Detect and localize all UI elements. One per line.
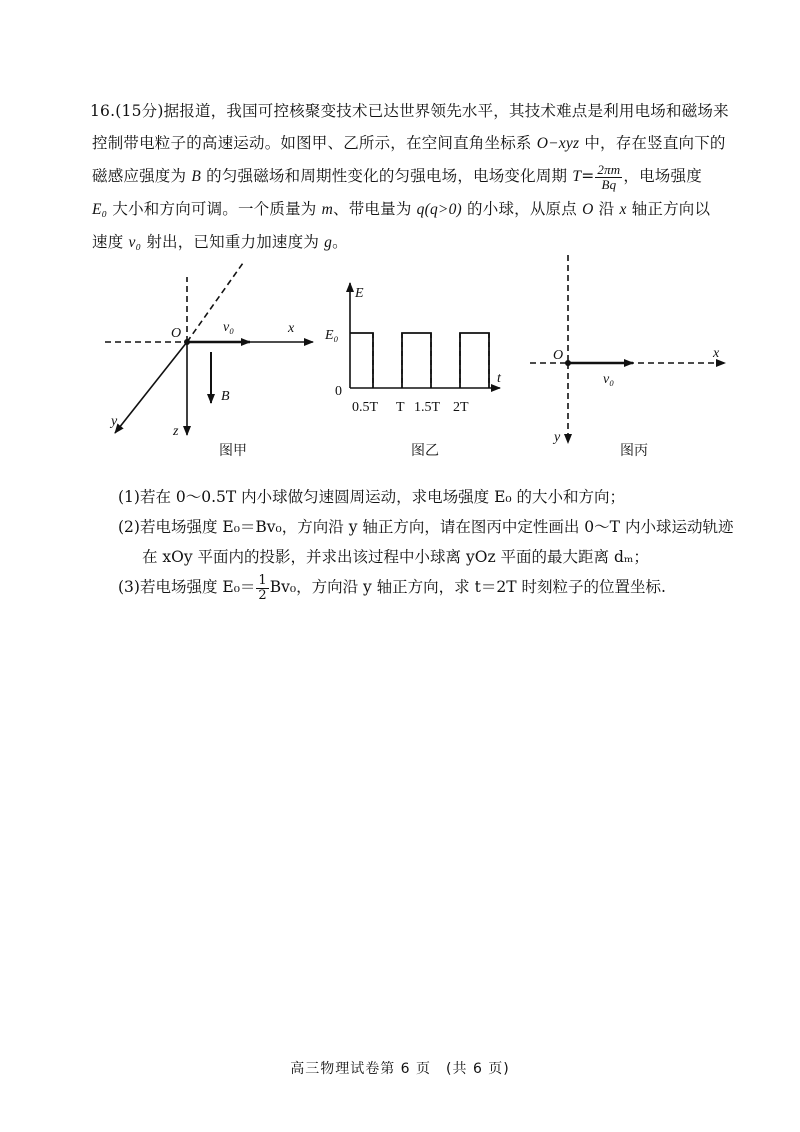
- fraction-denominator: Bq: [601, 176, 617, 192]
- figure-yi: [324, 283, 502, 459]
- symbol-x: x: [619, 201, 627, 218]
- tick-0.5T: 0.5T: [352, 400, 379, 415]
- label-O: O: [171, 326, 182, 341]
- problem-text-1: 据报道，我国可控核聚变技术已达世界领先水平，其技术难点是利用电场和磁场来: [163, 102, 729, 120]
- question-3-fraction: [256, 574, 268, 603]
- origin-point: [184, 339, 190, 345]
- problem-text-4d: 沿: [593, 200, 620, 218]
- period-fraction: [595, 163, 622, 192]
- problem-text-5c: 。: [332, 233, 348, 251]
- bing-label-v0: v₀: [603, 372, 615, 387]
- symbol-v0: v₀: [128, 234, 142, 251]
- problem-text-3c: ，电场强度: [623, 167, 702, 185]
- problem-text-4b: 、带电量为: [333, 200, 417, 218]
- question-2-line-2: 在 xOy 平面内的投影，并求出该过程中小球离 yOz 平面的最大距离 dₘ；: [142, 548, 649, 566]
- symbol-O: O: [582, 201, 594, 218]
- coord-system: O−xyz: [536, 135, 580, 152]
- symbol-T: T: [572, 168, 582, 185]
- label-v0: v₀: [223, 320, 235, 335]
- q3-fraction-denominator: 2: [258, 587, 267, 603]
- label-z: z: [173, 424, 179, 439]
- label-E: E: [355, 286, 364, 301]
- figure-jia: [105, 263, 313, 459]
- tick-T: T: [396, 400, 405, 415]
- problem-text-2a: 控制带电粒子的高速运动。如图甲、乙所示，在空间直角坐标系: [92, 134, 537, 152]
- label-y: y: [111, 414, 118, 429]
- questions: [118, 482, 758, 603]
- symbol-q: q: [416, 201, 425, 218]
- problem-line-1: [92, 95, 752, 127]
- problem-score: (15分): [115, 102, 164, 120]
- problem-statement: [92, 95, 752, 259]
- figures-svg: [95, 255, 745, 465]
- problem-line-2: [92, 127, 752, 160]
- problem-text-4e: 轴正方向以: [626, 200, 711, 218]
- bing-origin-point: [565, 360, 571, 366]
- label-zero: 0: [335, 384, 342, 399]
- question-2-line-1: (2)若电场强度 E₀＝Bv₀，方向沿 y 轴正方向，请在图丙中定性画出 0～T 内小球运动轨迹: [118, 518, 734, 536]
- caption-jia: 图甲: [219, 443, 247, 459]
- bing-label-x: x: [713, 346, 720, 361]
- problem-text-2b: 中，存在竖直向下的: [579, 134, 726, 152]
- page-footer: 高三物理试卷第 6 页 (共 6 页): [290, 1061, 510, 1077]
- problem-line-4: [92, 193, 752, 226]
- symbol-q-condition: (q>0): [424, 201, 462, 218]
- problem-line-3: [92, 160, 752, 193]
- label-x: x: [288, 321, 295, 336]
- label-t: t: [497, 371, 501, 386]
- problem-text-3a: 磁感应强度为: [92, 167, 192, 185]
- label-E0: E₀: [325, 328, 339, 343]
- tick-2T: 2T: [453, 400, 469, 415]
- symbol-B: B: [191, 168, 201, 185]
- figures: [95, 255, 745, 465]
- symbol-E0: E₀: [92, 201, 108, 218]
- y-axis: [115, 342, 187, 433]
- caption-yi: 图乙: [411, 443, 439, 459]
- bing-label-O: O: [553, 348, 564, 363]
- problem-text-3b: 的匀强磁场和周期性变化的匀强电场，电场变化周期: [201, 167, 573, 185]
- tick-1.5T: 1.5T: [414, 400, 441, 415]
- symbol-g: g: [324, 234, 333, 251]
- question-3-text-a: (3)若电场强度 E₀＝: [118, 578, 256, 596]
- label-B: B: [221, 389, 230, 404]
- equals-sign: =: [581, 167, 595, 185]
- caption-bing: 图丙: [620, 443, 648, 459]
- problem-text-4a: 大小和方向可调。一个质量为: [107, 200, 322, 218]
- problem-text-5a: 速度: [92, 233, 129, 251]
- figure-bing: [530, 255, 725, 459]
- question-3: [118, 572, 758, 603]
- question-1: (1)若在 0～0.5T 内小球做匀速圆周运动，求电场强度 E₀ 的大小和方向；: [118, 488, 626, 506]
- problem-text-4c: 的小球，从原点: [461, 200, 583, 218]
- q3-fraction-numerator: 1: [258, 572, 267, 588]
- question-3-text-b: Bv₀，方向沿 y 轴正方向，求 t＝2T 时刻粒子的位置坐标.: [269, 578, 666, 596]
- fraction-numerator: 2πm: [597, 161, 621, 177]
- problem-text-5b: 射出，已知重力加速度为: [141, 233, 325, 251]
- E-waveform: [350, 333, 489, 388]
- symbol-m: m: [321, 201, 334, 218]
- bing-label-y: y: [554, 430, 561, 445]
- neg-y-axis-dashed: [187, 263, 243, 342]
- problem-number: 16.: [90, 102, 116, 120]
